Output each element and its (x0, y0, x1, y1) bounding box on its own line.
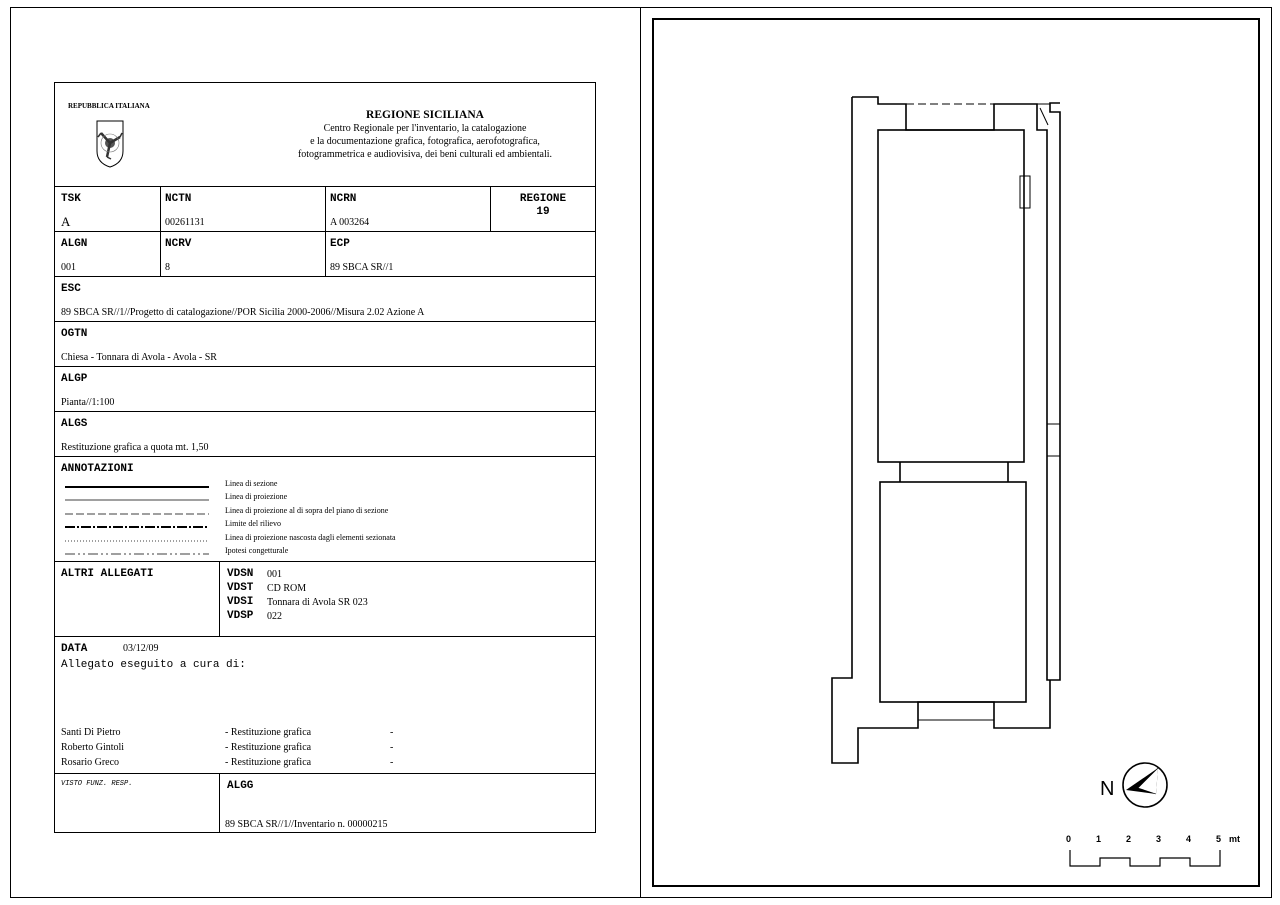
republic-label: REPUBBLICA ITALIANA (68, 102, 150, 110)
legend-text: Linea di proiezione al di sopra del piano di sezione (225, 506, 389, 515)
algs-label: ALGS (61, 418, 88, 430)
scale-tick-5: 5 (1216, 834, 1222, 844)
person-dash: - (390, 742, 394, 753)
vdsp-value: 022 (267, 611, 282, 622)
legend-text: Ipotesi congetturale (225, 546, 289, 555)
ecp-label: ECP (330, 238, 350, 250)
scale-tick-3: 3 (1156, 834, 1162, 844)
region-title: REGIONE SICILIANA (366, 109, 484, 121)
center-line-1: Centro Regionale per l'inventario, la catalogazione (323, 123, 527, 134)
legend-text: Linea di proiezione nascosta dagli elementi sezionata (225, 533, 396, 542)
nctn-label: NCTN (165, 193, 192, 205)
vdsn-label: VDSN (227, 568, 254, 580)
ogtn-label: OGTN (61, 328, 88, 340)
algp-value: Pianta//1:100 (61, 397, 115, 408)
person-dash: - (390, 727, 394, 738)
vdsi-label: VDSI (227, 596, 254, 608)
algg-label: ALGG (227, 780, 254, 792)
ncrn-value: A 003264 (330, 217, 370, 228)
tsk-label: TSK (61, 193, 81, 205)
scale-bar (1060, 840, 1260, 870)
legend-text: Linea di proiezione (225, 492, 288, 501)
nctn-value: 00261131 (165, 217, 205, 228)
data-label: DATA (61, 643, 88, 655)
person-role: - Restituzione grafica (225, 727, 312, 738)
vdsi-value: Tonnara di Avola SR 023 (267, 597, 368, 608)
scale-tick-1: 1 (1096, 834, 1102, 844)
person-role: - Restituzione grafica (225, 757, 312, 768)
regione-label: REGIONE (519, 193, 567, 205)
annotazioni-label: ANNOTAZIONI (61, 463, 134, 475)
person-name: Santi Di Pietro (61, 727, 121, 738)
scale-tick-2: 2 (1126, 834, 1132, 844)
algn-label: ALGN (61, 238, 88, 250)
algs-value: Restituzione grafica a quota mt. 1,50 (61, 442, 209, 453)
compass-icon (1120, 760, 1170, 810)
vdst-label: VDST (227, 582, 254, 594)
data-date: 03/12/09 (123, 643, 159, 654)
vdsp-label: VDSP (227, 610, 254, 622)
person-role: - Restituzione grafica (225, 742, 312, 753)
center-line-2: e la documentazione grafica, fotografica, aerofotografica, (310, 136, 540, 147)
legend-text: Linea di sezione (225, 479, 278, 488)
person-name: Rosario Greco (61, 757, 120, 768)
algn-value: 001 (61, 262, 76, 273)
person-name: Roberto Gintoli (61, 742, 125, 753)
eseguito-text: Allegato eseguito a cura di: (61, 659, 246, 671)
vdst-value: CD ROM (267, 583, 307, 594)
tsk-value: A (61, 214, 71, 229)
legend-text: Limite del rilievo (225, 519, 281, 528)
ncrv-value: 8 (165, 262, 170, 273)
algp-label: ALGP (61, 373, 88, 385)
scale-tick-4: 4 (1186, 834, 1192, 844)
ncrn-label: NCRN (330, 193, 357, 205)
scale-unit: mt (1229, 834, 1240, 844)
ncrv-label: NCRV (165, 238, 192, 250)
ogtn-value: Chiesa - Tonnara di Avola - Avola - SR (61, 352, 217, 363)
ecp-value: 89 SBCA SR//1 (330, 262, 394, 273)
person-dash: - (390, 757, 394, 768)
visto-label: VISTO FUNZ. RESP. (61, 780, 133, 788)
vdsn-value: 001 (267, 569, 282, 580)
center-line-3: fotogrammetrica e audiovisiva, dei beni culturali ed ambientali. (297, 149, 553, 160)
regione-value: 19 (536, 206, 550, 218)
esc-value: 89 SBCA SR//1//Progetto di catalogazione//POR Sicilia 2000-2006//Misura 2.02 Azione A (61, 307, 425, 318)
altri-allegati-label: ALTRI ALLEGATI (61, 568, 154, 580)
algg-value: 89 SBCA SR//1//Inventario n. 00000215 (225, 819, 388, 830)
esc-label: ESC (61, 283, 81, 295)
scale-tick-0: 0 (1066, 834, 1072, 844)
north-label: N (1100, 778, 1115, 800)
